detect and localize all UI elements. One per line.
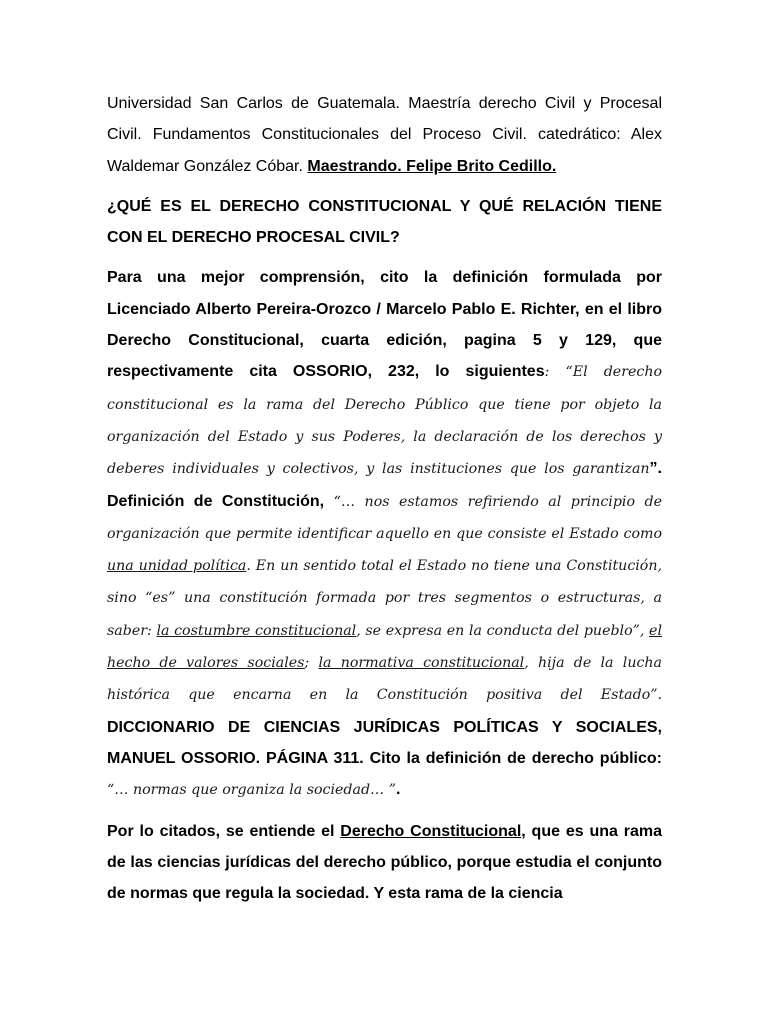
quote-close: ”. xyxy=(649,460,662,478)
author-paragraph xyxy=(107,88,662,182)
underlined-normativa-constitucional: la normativa constitucional xyxy=(318,655,525,672)
public-law-quote: “… normas que organiza la sociedad… ” xyxy=(107,782,397,799)
conclusion-paragraph xyxy=(107,816,662,910)
definition-paragraph xyxy=(107,262,662,806)
constitution-quote-part-4: ; xyxy=(304,655,319,672)
dictionary-reference: DICCIONARIO DE CIENCIAS JURÍDICAS POLÍTICAS Y SOCIALES, MANUEL OSSORIO. PÁGINA 311. Cito la definición de derecho público: xyxy=(107,718,662,767)
constitution-quote-part-2: . En un sentido total el Estado no tiene una Constitución, sino “es” una constitución formada por tres segmentos o estructuras, a saber: xyxy=(107,558,662,639)
underlined-hecho-valores-sociales: el hecho de valores sociales xyxy=(107,622,662,672)
constitution-quote-part-5: , hija de la lucha histórica que encarna en la Constitución positiva del Estado”. xyxy=(107,655,662,704)
ossorio-quote: : “El derecho constitucional es la rama del Derecho Público que tiene por objeto la organización del Estado y sus Poderes, la declaración de los derechos y deberes individuales y colectivos, y las instituciones que los garantizan xyxy=(107,364,662,478)
citation-intro: Para una mejor comprensión, cito la definición formulada por Licenciado Alberto Pereira-Orozco / Marcelo Pablo E. Richter, en el libro Derecho Constitucional, cuarta edición, pagina 5 y 129, que respectivamente cita OSSORIO, 232, lo siguientes xyxy=(107,269,662,381)
constitution-quote-part-3: , se expresa en la conducta del pueblo”, xyxy=(356,622,650,639)
conclusion-start: Por lo citados, se entiende el xyxy=(107,822,341,840)
constitution-quote-part-1: “… nos estamos refiriendo al principio de organización que permite identificar aquello en que consiste el Estado como xyxy=(107,493,662,542)
section-heading: ¿QUÉ ES EL DERECHO CONSTITUCIONAL Y QUÉ RELACIÓN TIENE CON EL DERECHO PROCESAL CIVIL? xyxy=(107,197,662,247)
public-law-quote-end: . xyxy=(396,781,401,799)
document-body xyxy=(107,88,662,918)
underlined-costumbre-constitucional: la costumbre constitucional xyxy=(156,622,357,639)
student-name: Maestrando. Felipe Brito Cedillo. xyxy=(307,157,557,175)
course-info: Universidad San Carlos de Guatemala. Maestría derecho Civil y Procesal Civil. Fundamentos Constitucionales del Proceso Civil. catedrático: Alex Waldemar González Cóbar. xyxy=(107,95,662,175)
derecho-constitucional-term: Derecho Constitucional xyxy=(340,822,522,840)
underlined-unidad-politica: una unidad política xyxy=(107,558,247,575)
constitution-definition-label: Definición de Constitución, xyxy=(107,492,334,510)
conclusion-rest: , que es una rama de las ciencias jurídicas del derecho público, porque estudia el conjunto de normas que regula la sociedad. Y esta rama de la ciencia xyxy=(107,822,662,903)
